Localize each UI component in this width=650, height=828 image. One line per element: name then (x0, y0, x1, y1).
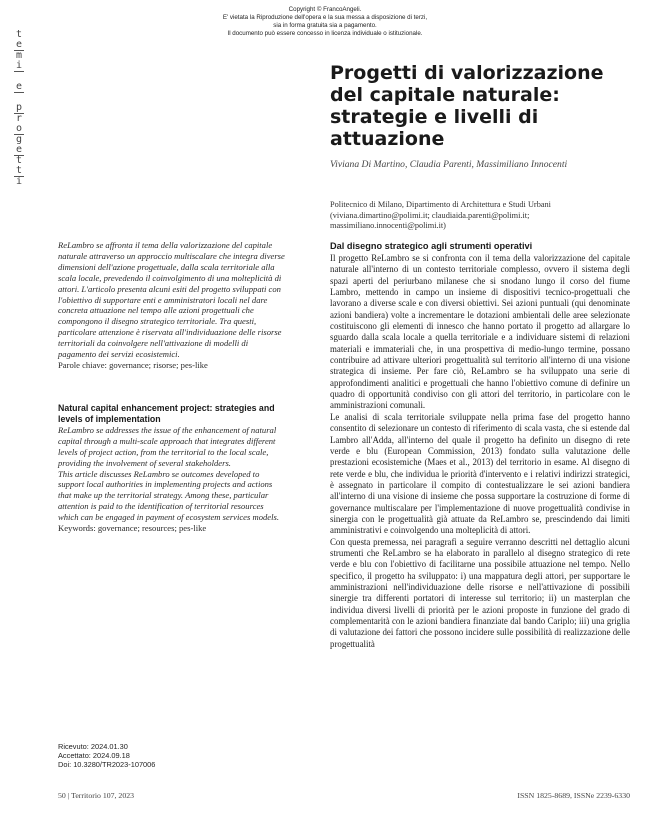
received-date: Ricevuto: 2024.01.30 (58, 742, 128, 751)
copyright-notice (190, 6, 460, 38)
copyright-line: sia in forma gratuita sia a pagamento. (273, 22, 377, 29)
side-letter: e (15, 39, 23, 50)
side-letter: m (15, 50, 23, 61)
affiliation-line: (viviana.dimartino@polimi.it; claudiaida.parenti@polimi.it; (330, 210, 530, 220)
page-footer-journal: 50 | Territorio 107, 2023 (58, 791, 135, 800)
side-letter: r (15, 113, 23, 124)
side-letter: i (15, 60, 23, 71)
side-letter: t (15, 29, 23, 40)
doi: Doi: 10.3280/TR2023-107006 (58, 760, 156, 769)
side-letter: t (15, 155, 23, 166)
copyright-line: Copyright © FrancoAngeli. (288, 6, 362, 13)
article-authors: Viviana Di Martino, Claudia Parenti, Massimiliano Innocenti (330, 159, 568, 170)
page-footer-issn: ISSN 1825-8689, ISSNe 2239-6330 (517, 791, 630, 800)
abstract-english: This article discusses ReLambro se outcomes developed to support local authorities in implementing projects and actions that make up the territorial strategy. Among these, particular attention is paid to the identification of territorial resources which can be engaged in payment of ecosystem services models. (58, 468, 279, 523)
affiliation-line: massimiliano.innocenti@polimi.it) (330, 221, 446, 230)
english-title: Natural capital enhancement project: strategies and levels of implementation (58, 402, 275, 424)
body-paragraph: Le analisi di scala territoriale sviluppate nella prima fase del progetto hanno consentito di selezionare un contesto di riferimento di scala vasta, che si estende dal Lambro all'Adda, all'interno del quale il progetto ha definito un disegno di rete verde e blu (European Commission, 2013) fondato sulla valutazione delle prestazioni ecosistemiche (Maes et al., 2013) del territorio in esame. Al disegno di rete verde e blu, che individua le priorità d'intervento e i relativi indirizzi strategici, è assegnato in particolare il compito di contestualizzare le sei azioni bandiera all'interno di una visione di insieme che possa supportare la costruzione di forme di governance multiscalare per l'implementazione di nuove progettualità condivise in sinergia con le progettualità già attuate da ReLambro se, prescindendo dai limiti amministrativi e coinvolgendo una molteplicità di attori. (330, 411, 630, 536)
side-letter: t (15, 165, 23, 176)
abstract-english: ReLambro se addresses the issue of the enhancement of natural capital through a multi-scale approach that integrates different levels of project action, from the territorial to the local scale, providing the involvement of several stakeholders. (58, 424, 277, 468)
copyright-line: Il documento può essere concesso in licenza individuale o istituzionale. (227, 30, 423, 37)
side-letter: e (15, 81, 23, 92)
keywords-italian: Parole chiave: governance; risorse; pes-like (58, 359, 208, 370)
body-column (330, 240, 630, 650)
accepted-date: Accettato: 2024.09.18 (58, 751, 130, 760)
affiliation-line: Politecnico di Milano, Dipartimento di Architettura e Studi Urbani (330, 200, 551, 209)
author-affiliation (330, 200, 630, 232)
side-letter: p (15, 102, 23, 113)
article-title: Progetti di valorizzazione del capitale naturale: strategie e livelli di attuazione (330, 62, 604, 150)
keywords-english: Keywords: governance; resources; pes-like (58, 523, 207, 534)
section-heading: Dal disegno strategico agli strumenti operativi (330, 241, 533, 251)
abstract-italian: ReLambro se affronta il tema della valorizzazione del capitale naturale attraverso un approccio multiscalare che integra diverse dimensioni dell'azione progettuale, dalla scala territoriale alla scala locale, prevedendo il coinvolgimento di una molteplicità di attori. L'articolo presenta alcuni esiti del progetto sviluppati con l'obiettivo di supportare enti e amministratori locali nel dare concreta attuazione nel tempo alle azioni progettuali che compongono il disegno strategico territoriale. Tra questi, particolare attenzione è riservata all'individuazione delle risorse territoriali da coinvolgere nell'attivazione di modelli di pagamento dei servizi ecosistemici. (58, 240, 285, 360)
side-letter: i (15, 176, 23, 187)
abstract-column (58, 240, 286, 534)
submission-dates (58, 742, 286, 769)
side-letter: e (15, 144, 23, 155)
side-letter: g (15, 134, 23, 145)
body-paragraph: Il progetto ReLambro se si confronta con il tema della valorizzazione del capitale naturale all'interno di un contesto territoriale complesso, ovvero il sistema degli spazi aperti del periurbano milanese che si snodano lungo il corso del fiume Lambro, mettendo in campo un insieme di dispositivi tecnico-progettuali che lavorano a diverse scale e con diversi obiettivi. Sei azioni puntuali (qui denominate azioni bandiera) volte a incrementare le dotazioni ambientali delle aree selezionate costituiscono gli elementi di innesco che hanno portato il progetto ad allargare lo sguardo dalla scala locale a quella territoriale e a individuare sistemi di relazioni materiali e immateriali che, in una prospettiva di medio-lungo termine, possano contribuire ad attivare ulteriori progettualità sul territorio all'interno di una visione strategica di insieme. Per fare ciò, ReLambro se ha sviluppato una serie di approfondimenti analitici e progettuali che hanno l'obiettivo comune di definire un quadro di opportunità condiviso con gli attori del territorio, in particolare con le amministrazioni comunali. (330, 253, 630, 411)
copyright-line: E' vietata la Riproduzione dell'opera e la sua messa a disposizione di terzi, (222, 14, 428, 21)
body-paragraph: Con questa premessa, nei paragrafi a seguire verranno descritti nel dettaglio alcuni strumenti che ReLambro se ha elaborato in parallelo al disegno strategico di rete verde e blu con l'obiettivo di facilitarne una possibile attuazione nel tempo. Nello specifico, il progetto ha sviluppato: i) una mappatura degli attori, per supportare le amministrazioni nell'individuazione delle risorse e nell'attivazione di possibili sinergie tra differenti portatori di interesse sul territorio; ii) un masterplan che individua diversi livelli di priorità per le azioni proposte in funzione del grado di complementarità con le azioni bandiera finanziate dal bando Cariplo; iii) una griglia di valutazione dei fattori che possono incidere sulle possibilità di realizzazione delle progettualità (330, 536, 630, 649)
section-side-label (14, 30, 24, 187)
side-letter: o (15, 123, 23, 134)
